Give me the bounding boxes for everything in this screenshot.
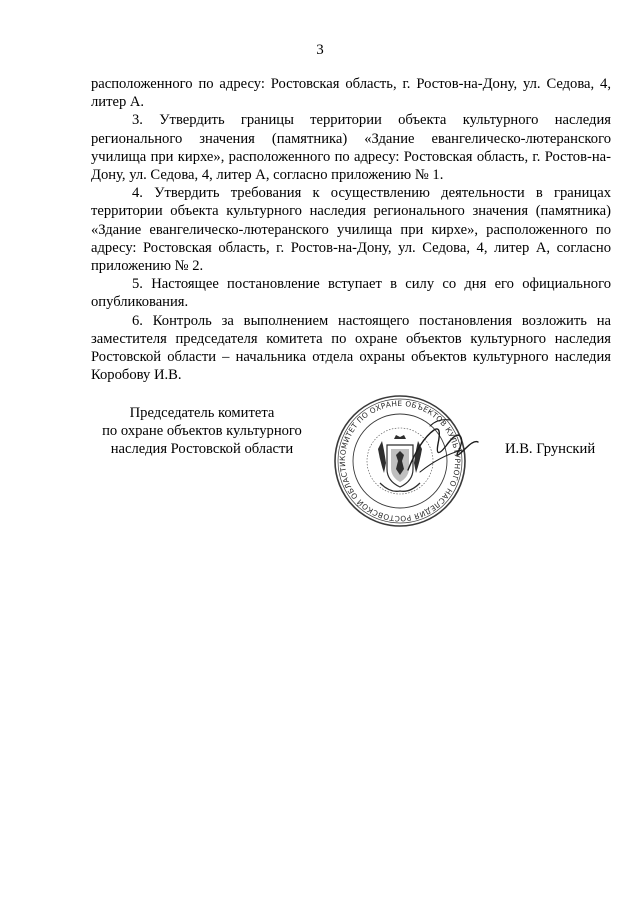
paragraph-continuation: расположенного по адресу: Ростовская область, г. Ростов-на-Дону, ул. Седова, 4, литер А.	[91, 76, 611, 111]
signatory-title-line: по охране объектов культурного	[102, 423, 302, 440]
page-number: 3	[316, 42, 324, 58]
seal-ring-text: КОМИТЕТ ПО ОХРАНЕ ОБЪЕКТОВ КУЛЬТУРНОГО НАСЛЕДИЯ РОСТОВСКОЙ ОБЛАСТИ	[337, 398, 463, 524]
signatory-name: И.В. Грунский	[505, 441, 596, 457]
handwritten-signature-icon	[400, 410, 485, 495]
signatory-title	[77, 404, 327, 459]
paragraph-item-3: 3. Утвердить границы территории объекта культурного наследия регионального значения (памятника) «Здание евангелическо-лютеранского училища при кирхе», расположенного по адресу: Ростовская область, г. Ростов-на-Дону, ул. Седова, 4, литер А, согласно приложению № 1.	[91, 112, 611, 184]
paragraph-item-6: 6. Контроль за выполнением настоящего постановления возложить на заместителя председателя комитета по охране объектов культурного наследия Ростовской области – начальника отдела охраны объектов культурного наследия Коробову И.В.	[91, 312, 611, 384]
paragraph-item-4: 4. Утвердить требования к осуществлению деятельности в границах территории объекта культурного наследия регионального значения (памятника) «Здание евангелическо-лютеранского училища при кирхе», расположенного по адресу: Ростовская область, г. Ростов-на-Дону, ул. Седова, 4, литер А, согласно приложению № 2.	[91, 185, 611, 275]
signatory-title-line: Председатель комитета	[129, 405, 275, 421]
document-body	[91, 75, 611, 384]
signatory-title-line: наследия Ростовской области	[110, 441, 294, 458]
paragraph-item-5: 5. Настоящее постановление вступает в силу со дня его официального опубликования.	[91, 276, 611, 311]
